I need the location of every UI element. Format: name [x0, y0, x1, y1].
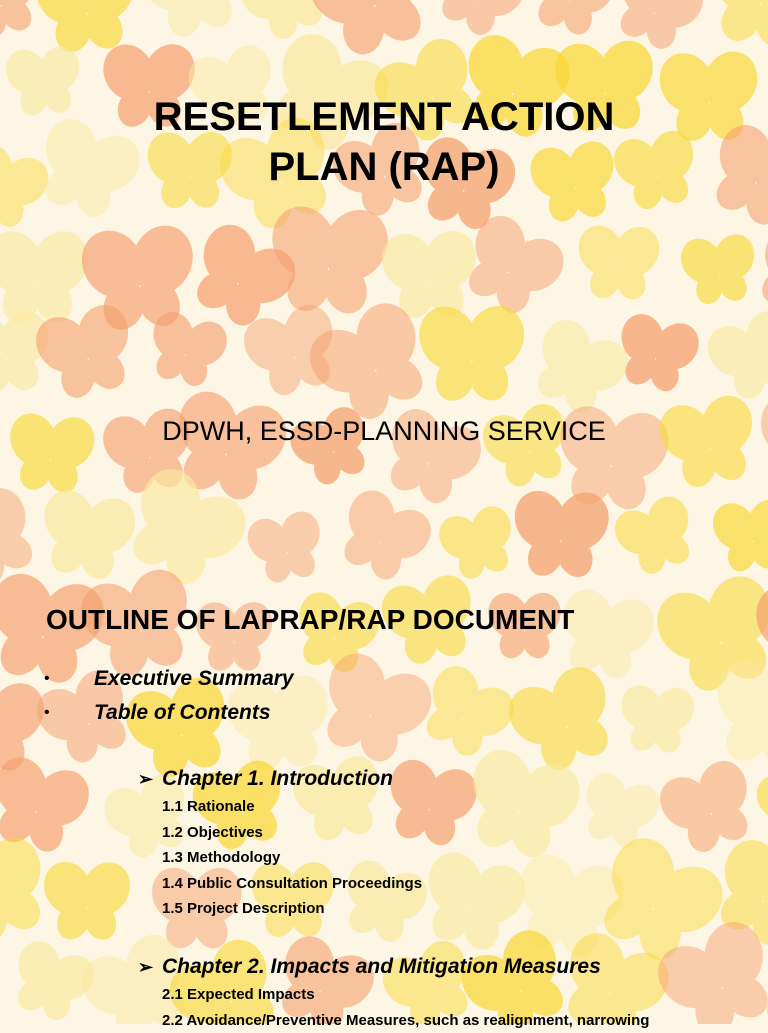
list-item [44, 696, 294, 730]
list-item: 1.2 Objectives [162, 820, 422, 846]
bullet-icon: • [44, 670, 94, 688]
list-item: 2.1 Expected Impacts [162, 982, 649, 1008]
list-item: 2.2 Avoidance/Preventive Measures, such as realignment, narrowing [162, 1008, 649, 1033]
chapter-items [162, 982, 649, 1033]
arrow-bullet-icon: ➢ [138, 957, 162, 978]
chapter-title [138, 764, 422, 794]
list-item [44, 662, 294, 696]
list-item: 1.3 Methodology [162, 845, 422, 871]
chapter-title-text: Chapter 2. Impacts and Mitigation Measures [162, 955, 601, 979]
list-item: 1.1 Rationale [162, 794, 422, 820]
title-line-2: PLAN (RAP) [0, 142, 768, 192]
bullet-text: Executive Summary [94, 667, 294, 691]
bullet-icon: • [44, 704, 94, 722]
outline-heading: OUTLINE OF LAPRAP/RAP DOCUMENT [46, 604, 574, 636]
chapter-title-text: Chapter 1. Introduction [162, 767, 393, 791]
bullet-text: Table of Contents [94, 701, 271, 725]
title-line-1: RESETLEMENT ACTION [0, 92, 768, 142]
bullet-list [44, 662, 294, 730]
slide-title [0, 92, 768, 192]
arrow-bullet-icon: ➢ [138, 769, 162, 790]
chapter-1 [138, 764, 422, 922]
slide-subtitle: DPWH, ESSD-PLANNING SERVICE [0, 416, 768, 447]
chapter-items [162, 794, 422, 922]
list-item: 1.4 Public Consultation Proceedings [162, 871, 422, 897]
chapter-title [138, 952, 649, 982]
outline-slide [0, 576, 768, 1024]
list-item: 1.5 Project Description [162, 896, 422, 922]
chapter-2 [138, 952, 649, 1033]
